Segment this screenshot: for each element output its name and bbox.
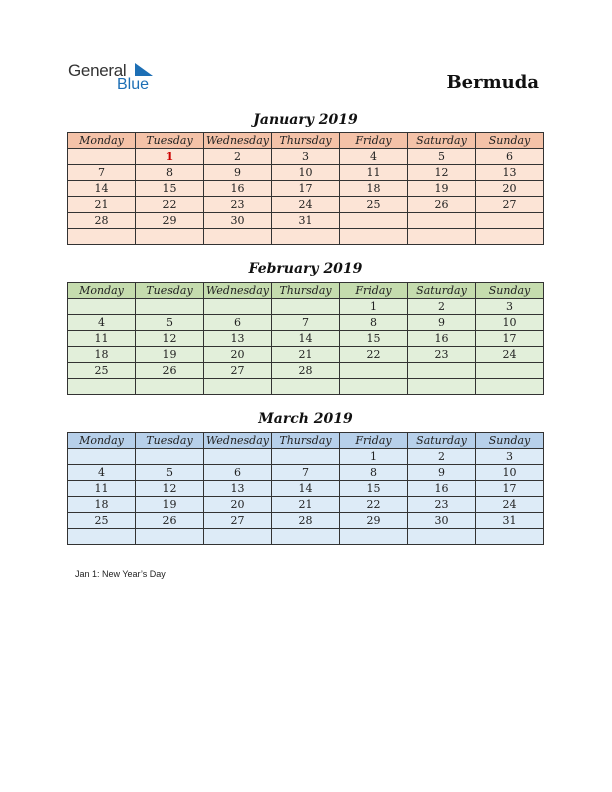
- empty-day-cell: [340, 363, 408, 379]
- week-row: [68, 449, 544, 465]
- empty-day-cell: [476, 213, 544, 229]
- empty-day-cell: [272, 299, 340, 315]
- weekday-monday: Monday: [68, 133, 136, 149]
- day-cell: 16: [204, 181, 272, 197]
- empty-day-cell: [408, 379, 476, 395]
- day-cell: 13: [204, 481, 272, 497]
- day-cell: 8: [136, 165, 204, 181]
- week-row: [68, 363, 544, 379]
- weekday-sunday: Sunday: [476, 283, 544, 299]
- weekday-tuesday: Tuesday: [136, 283, 204, 299]
- empty-day-cell: [68, 529, 136, 545]
- month-title-march: March 2019: [258, 411, 353, 427]
- month-title-january: January 2019: [253, 112, 358, 128]
- empty-day-cell: [408, 529, 476, 545]
- day-cell: 27: [204, 363, 272, 379]
- day-cell: 5: [136, 315, 204, 331]
- empty-day-cell: [204, 229, 272, 245]
- day-cell: 12: [136, 481, 204, 497]
- day-cell: 2: [408, 299, 476, 315]
- empty-day-cell: [340, 529, 408, 545]
- day-cell: 22: [340, 347, 408, 363]
- day-cell: 25: [340, 197, 408, 213]
- day-cell: 3: [476, 449, 544, 465]
- day-cell: 13: [204, 331, 272, 347]
- day-cell: 14: [68, 181, 136, 197]
- day-cell: 21: [272, 497, 340, 513]
- week-row: [68, 331, 544, 347]
- day-cell: 27: [476, 197, 544, 213]
- weekday-saturday: Saturday: [408, 433, 476, 449]
- day-cell: 23: [408, 497, 476, 513]
- day-cell: 18: [340, 181, 408, 197]
- day-cell: 14: [272, 481, 340, 497]
- day-cell: 15: [340, 331, 408, 347]
- day-cell: 26: [136, 513, 204, 529]
- weekday-sunday: Sunday: [476, 133, 544, 149]
- weekday-wednesday: Wednesday: [204, 283, 272, 299]
- week-row: [68, 165, 544, 181]
- day-cell: 5: [136, 465, 204, 481]
- empty-day-cell: [204, 379, 272, 395]
- day-cell: 15: [340, 481, 408, 497]
- day-cell: 4: [340, 149, 408, 165]
- week-row: [68, 465, 544, 481]
- weekday-monday: Monday: [68, 283, 136, 299]
- day-cell: 1: [340, 299, 408, 315]
- weekday-wednesday: Wednesday: [204, 133, 272, 149]
- day-cell: 20: [204, 347, 272, 363]
- calendar-march: [67, 432, 544, 545]
- calendar-february: [67, 282, 544, 395]
- empty-day-cell: [136, 299, 204, 315]
- weekday-sunday: Sunday: [476, 433, 544, 449]
- day-cell: 11: [68, 331, 136, 347]
- day-cell: 18: [68, 497, 136, 513]
- week-row: [68, 315, 544, 331]
- day-cell: 26: [136, 363, 204, 379]
- day-cell: 25: [68, 363, 136, 379]
- country-title: Bermuda: [446, 72, 539, 93]
- logo: [68, 61, 168, 97]
- day-cell: 17: [476, 331, 544, 347]
- day-cell: 24: [272, 197, 340, 213]
- day-cell: 15: [136, 181, 204, 197]
- day-cell: 22: [340, 497, 408, 513]
- day-cell: 24: [476, 497, 544, 513]
- empty-day-cell: [340, 213, 408, 229]
- day-cell: 27: [204, 513, 272, 529]
- day-cell: 13: [476, 165, 544, 181]
- day-cell: 28: [272, 513, 340, 529]
- day-cell: 10: [476, 315, 544, 331]
- day-cell: 12: [408, 165, 476, 181]
- weekday-monday: Monday: [68, 433, 136, 449]
- empty-day-cell: [272, 379, 340, 395]
- empty-day-cell: [68, 229, 136, 245]
- day-cell: 22: [136, 197, 204, 213]
- day-cell: 23: [408, 347, 476, 363]
- day-cell: 21: [272, 347, 340, 363]
- week-row: [68, 197, 544, 213]
- empty-day-cell: [68, 299, 136, 315]
- day-cell: 9: [408, 465, 476, 481]
- week-row: [68, 379, 544, 395]
- weekday-friday: Friday: [340, 283, 408, 299]
- day-cell: 10: [476, 465, 544, 481]
- empty-day-cell: [476, 529, 544, 545]
- week-row: [68, 347, 544, 363]
- day-cell: 26: [408, 197, 476, 213]
- day-cell: 16: [408, 331, 476, 347]
- day-cell: 31: [272, 213, 340, 229]
- week-row: [68, 181, 544, 197]
- day-cell: 17: [272, 181, 340, 197]
- day-cell: 12: [136, 331, 204, 347]
- empty-day-cell: [136, 229, 204, 245]
- logo-text-general: General: [68, 61, 127, 80]
- empty-day-cell: [68, 379, 136, 395]
- weekday-thursday: Thursday: [272, 283, 340, 299]
- day-cell: 18: [68, 347, 136, 363]
- empty-day-cell: [340, 229, 408, 245]
- day-cell: 9: [204, 165, 272, 181]
- day-cell: 9: [408, 315, 476, 331]
- day-cell: 10: [272, 165, 340, 181]
- day-cell: 7: [272, 315, 340, 331]
- empty-day-cell: [204, 299, 272, 315]
- day-cell: 2: [408, 449, 476, 465]
- day-cell: 31: [476, 513, 544, 529]
- day-cell: 6: [204, 315, 272, 331]
- empty-day-cell: [476, 363, 544, 379]
- week-row: [68, 513, 544, 529]
- empty-day-cell: [408, 229, 476, 245]
- day-cell: 17: [476, 481, 544, 497]
- week-row: [68, 149, 544, 165]
- day-cell: 1: [136, 149, 204, 165]
- day-cell: 14: [272, 331, 340, 347]
- day-cell: 19: [136, 347, 204, 363]
- day-cell: 6: [476, 149, 544, 165]
- empty-day-cell: [136, 379, 204, 395]
- day-cell: 2: [204, 149, 272, 165]
- weekday-header-row: [68, 283, 544, 299]
- day-cell: 16: [408, 481, 476, 497]
- day-cell: 21: [68, 197, 136, 213]
- calendar-january: [67, 132, 544, 245]
- day-cell: 19: [408, 181, 476, 197]
- empty-day-cell: [136, 529, 204, 545]
- weekday-tuesday: Tuesday: [136, 133, 204, 149]
- day-cell: 7: [68, 165, 136, 181]
- day-cell: 4: [68, 465, 136, 481]
- day-cell: 19: [136, 497, 204, 513]
- day-cell: 8: [340, 315, 408, 331]
- day-cell: 3: [476, 299, 544, 315]
- empty-day-cell: [204, 529, 272, 545]
- day-cell: 20: [476, 181, 544, 197]
- holiday-note: Jan 1: New Year’s Day: [75, 569, 166, 579]
- logo-text-blue: Blue: [117, 76, 150, 93]
- day-cell: 1: [340, 449, 408, 465]
- empty-day-cell: [136, 449, 204, 465]
- month-title-february: February 2019: [248, 261, 363, 277]
- empty-day-cell: [476, 379, 544, 395]
- empty-day-cell: [272, 529, 340, 545]
- day-cell: 11: [68, 481, 136, 497]
- day-cell: 29: [340, 513, 408, 529]
- day-cell: 28: [272, 363, 340, 379]
- weekday-saturday: Saturday: [408, 283, 476, 299]
- weekday-thursday: Thursday: [272, 433, 340, 449]
- day-cell: 30: [204, 213, 272, 229]
- day-cell: 20: [204, 497, 272, 513]
- day-cell: 24: [476, 347, 544, 363]
- empty-day-cell: [408, 363, 476, 379]
- empty-day-cell: [272, 449, 340, 465]
- empty-day-cell: [408, 213, 476, 229]
- week-row: [68, 299, 544, 315]
- day-cell: 28: [68, 213, 136, 229]
- weekday-friday: Friday: [340, 433, 408, 449]
- empty-day-cell: [272, 229, 340, 245]
- day-cell: 6: [204, 465, 272, 481]
- empty-day-cell: [476, 229, 544, 245]
- day-cell: 4: [68, 315, 136, 331]
- weekday-header-row: [68, 433, 544, 449]
- day-cell: 3: [272, 149, 340, 165]
- weekday-thursday: Thursday: [272, 133, 340, 149]
- empty-day-cell: [68, 449, 136, 465]
- week-row: [68, 213, 544, 229]
- holiday-notes: [75, 569, 166, 579]
- day-cell: 11: [340, 165, 408, 181]
- week-row: [68, 497, 544, 513]
- week-row: [68, 529, 544, 545]
- empty-day-cell: [68, 149, 136, 165]
- day-cell: 8: [340, 465, 408, 481]
- weekday-friday: Friday: [340, 133, 408, 149]
- day-cell: 23: [204, 197, 272, 213]
- weekday-saturday: Saturday: [408, 133, 476, 149]
- week-row: [68, 229, 544, 245]
- empty-day-cell: [204, 449, 272, 465]
- weekday-wednesday: Wednesday: [204, 433, 272, 449]
- day-cell: 5: [408, 149, 476, 165]
- day-cell: 30: [408, 513, 476, 529]
- empty-day-cell: [340, 379, 408, 395]
- week-row: [68, 481, 544, 497]
- day-cell: 7: [272, 465, 340, 481]
- day-cell: 29: [136, 213, 204, 229]
- day-cell: 25: [68, 513, 136, 529]
- weekday-header-row: [68, 133, 544, 149]
- weekday-tuesday: Tuesday: [136, 433, 204, 449]
